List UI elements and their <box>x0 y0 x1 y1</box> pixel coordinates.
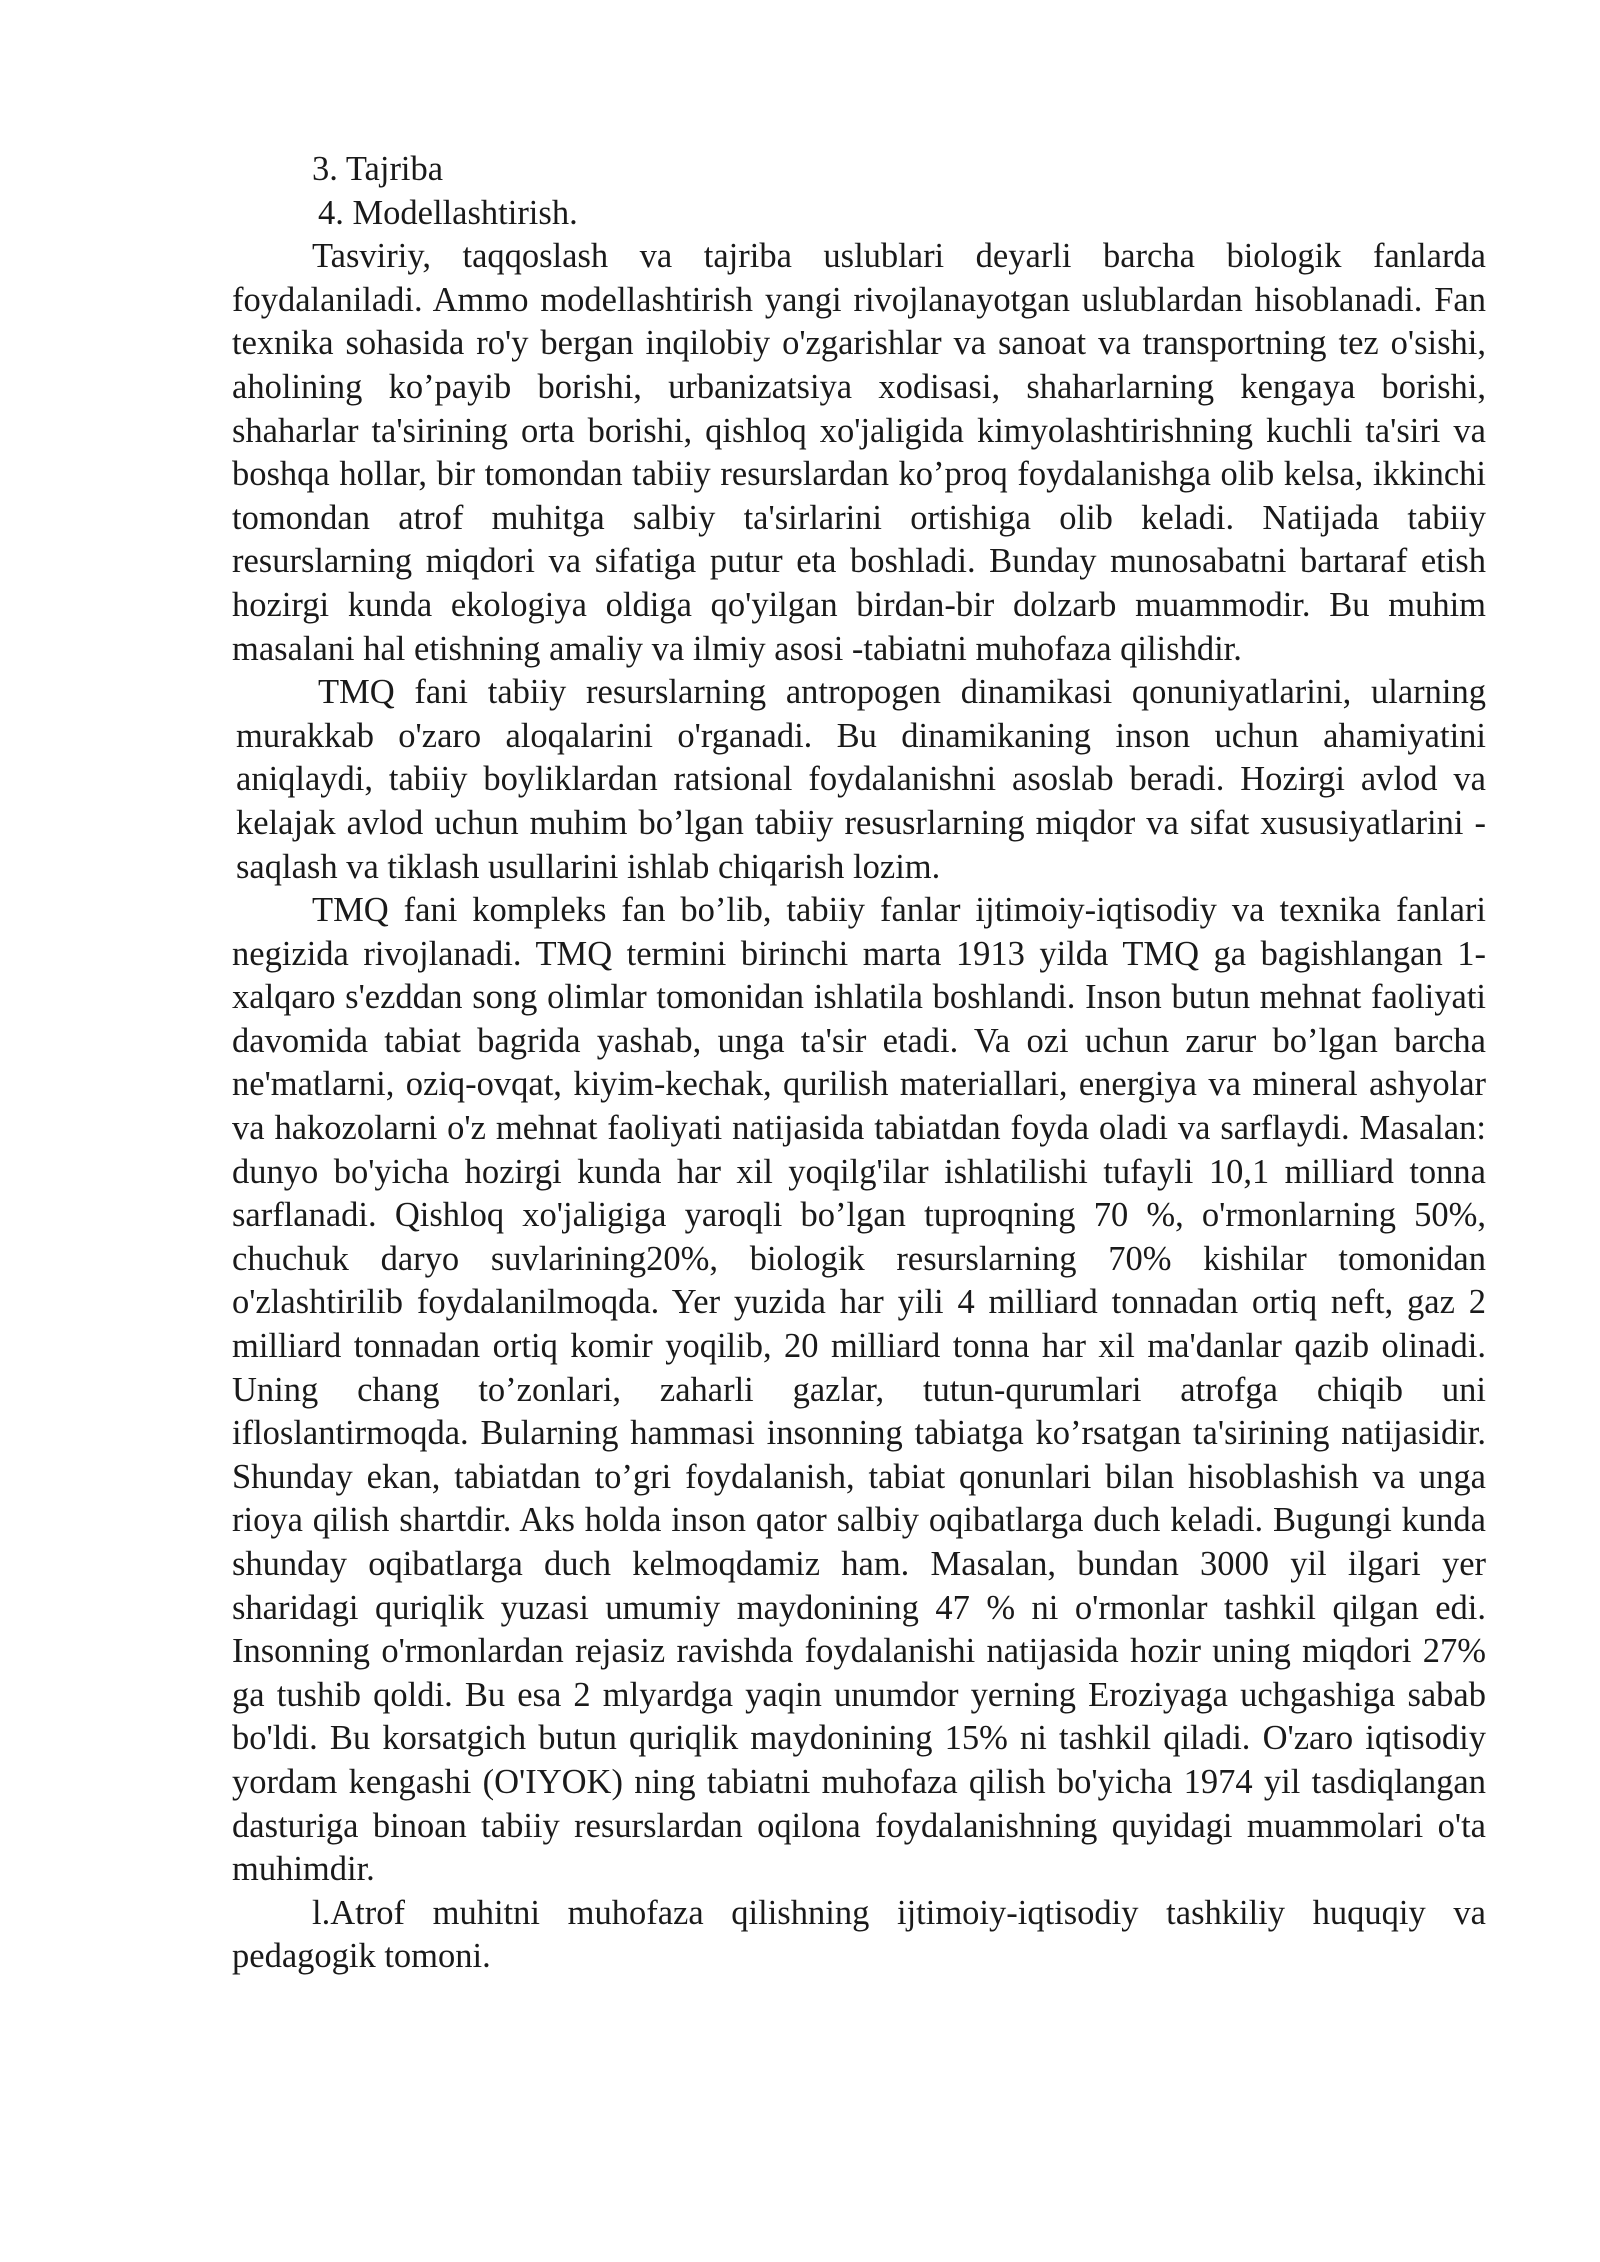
paragraph-methods: Tasviriy, taqqoslash va tajriba uslublari deyarli barcha biologik fanlarda foydalaniladi. Ammo modellashtirish yangi rivojlanayotgan uslublardan hisoblanadi. Fan texnika sohasida ro'y bergan inqilobiy o'zgarishlar va sanoat va transportning tez o'sishi, aholining ko’payib borishi, urbanizatsiya xodisasi, shaharlarning kengaya borishi, shaharlar ta'sirining orta borishi, qishloq xo'jaligida kimyolashtirishning kuchli ta'siri va boshqa hollar, bir tomondan tabiiy resurslardan ko’proq foydalanishga olib kelsa, ikkinchi tomondan atrof muhitga salbiy ta'sirlarini ortishiga olib keladi. Natijada tabiiy resurslarning miqdori va sifatiga putur eta boshladi. Bunday munosabatni bartaraf etish hozirgi kunda ekologiya oldiga qo'yilgan birdan-bir dolzarb muammodir. Bu muhim masalani hal etishning amaliy va ilmiy asosi -tabiatni muhofaza qilishdir. <box>232 237 1486 668</box>
paragraph-tmq-complex: TMQ fani kompleks fan bo’lib, tabiiy fanlar ijtimoiy-iqtisodiy va texnika fanlari negizida rivojlanadi. TMQ termini birinchi marta 1913 yilda TMQ ga bagishlangan 1-xalqaro s'ezddan song olimlar tomonidan ishlatila boshlandi. Inson butun mehnat faoliyati davomida tabiat bagrida yashab, unga ta'sir etadi. Va ozi uchun zarur bo’lgan barcha ne'matlarni, oziq-ovqat, kiyim-kechak, qurilish materiallari, energiya va mineral ashyolar va hakozolarni o'z mehnat faoliyati natijasida tabiatdan foyda oladi va sarflaydi. Masalan: dunyo bo'yicha hozirgi kunda har xil yoqilg'ilar ishlatilishi tufayli 10,1 milliard tonna sarflanadi. Qishloq xo'jaligiga yaroqli bo’lgan tuproqning 70 %, o'rmonlarning 50%, chuchuk daryo suvlarining20%, biologik resurslarning 70% kishilar tomonidan o'zlashtirilib foydalanilmoqda. Yer yuzida har yili 4 milliard tonnadan ortiq neft, gaz 2 milliard tonnadan ortiq komir yoqilib, 20 milliard tonna har xil ma'danlar qazib olinadi. Uning chang to’zonlari, zaharli gazlar, tutun-qurumlari atrofga chiqib uni ifloslantirmoqda. Bularning hammasi insonning tabiatga ko’rsatgan ta'sirining natijasidir. Shunday ekan, tabiatdan to’gri foydalanish, tabiat qonunlari bilan hisoblashish va unga rioya qilish shartdir. Aks holda inson qator salbiy oqibatlarga duch keladi. Bugungi kunda shunday oqibatlarga duch kelmoqdamiz ham. Masalan, bundan 3000 yil ilgari yer sharidagi quriqlik yuzasi umumiy maydonining 47 % ni o'rmonlar tashkil qilgan edi. Insonning o'rmonlardan rejasiz ravishda foydalanishi natijasida hozir uning miqdori 27% ga tushib qoldi. Bu esa 2 mlyardga yaqin unumdor yerning Eroziyaga uchgashiga sabab bo'ldi. Bu korsatgich butun quriqlik maydonining 15% ni tashkil qiladi. O'zaro iqtisodiy yordam kengashi (O'IYOK) ning tabiatni muhofaza qilish bo'yicha 1974 yil tasdiqlangan dasturiga binoan tabiiy resurslardan oqilona foydalanishning quyidagi muammolari o'ta muhimdir. <box>232 891 1486 1889</box>
paragraph-list-item-1: l.Atrof muhitni muhofaza qilishning ijtimoiy-iqtisodiy tashkiliy huquqiy va pedagogik tomoni. <box>232 1893 1486 1976</box>
paragraph-tmq-dynamics: TMQ fani tabiiy resurslarning antropogen dinamikasi qonuniyatlarini, ularning murakkab o'zaro aloqalarini o'rganadi. Bu dinamikaning inson uchun ahamiyatini aniqlaydi, tabiiy boyliklardan ratsional foydalanishni asoslab beradi. Hozirgi avlod va kelajak avlod uchun muhim bo’lgan tabiiy resusrlarning miqdor va sifat xususiyatlarini - saqlash va tiklash usullarini ishlab chiqarish lozim. <box>236 673 1486 886</box>
list-item-modeling: 4. Modellashtirish. <box>318 193 578 232</box>
document-page <box>232 148 1486 1979</box>
list-item-experiment: 3. Tajriba <box>312 150 444 188</box>
